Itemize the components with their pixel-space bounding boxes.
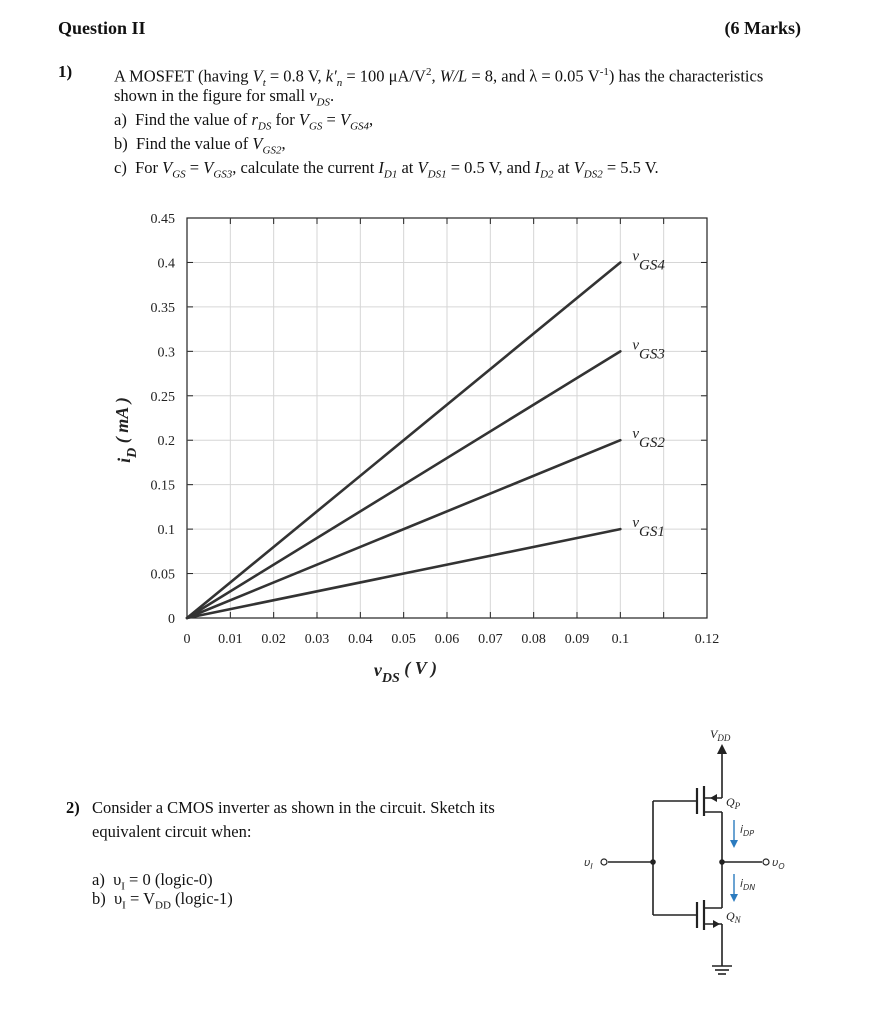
q2-number: 2) — [66, 798, 80, 817]
input-node-dot — [650, 859, 656, 865]
y-tick-label: 0.1 — [157, 523, 175, 539]
cmos-inverter-circuit — [580, 720, 810, 990]
q1-stem-line1: A MOSFET (having $V_t = 0.8$ V, $k'_n = 100$ $\mu A/V^2$, W/L = 8, and λ = 0.05 $V^{-1}$) has the characteristics — [114, 66, 764, 89]
vo-label: $\upsilon_O$ — [772, 856, 785, 871]
idn-arrow-icon — [730, 894, 738, 902]
question-marks: (6 Marks) — [724, 18, 801, 38]
q1-part-c: c) For $V_{GS} = V_{GS3}$, calculate the current $I_{D1}$ at $V_{DS1} = 0.5$ V, and $I_{D2}$ at $V_{DS2} = 5.5$ V. — [114, 158, 659, 181]
question-title: Question II — [58, 18, 146, 38]
series-label-gs1: vGS1 — [632, 515, 665, 541]
x-tick-label: 0.01 — [218, 632, 243, 647]
y-tick-label: 0.05 — [150, 567, 175, 583]
idn-label: $i_{DN}$ — [740, 877, 756, 892]
id-vds-chart — [100, 200, 740, 700]
x-axis-label: $v_{DS}$ ( V ) — [373, 658, 437, 686]
vi-label: $\upsilon_I$ — [584, 856, 593, 871]
output-terminal — [763, 859, 769, 865]
y-tick-label: 0.35 — [150, 300, 175, 316]
x-tick-label: 0.02 — [261, 632, 286, 647]
pmos-arrow-icon — [710, 794, 717, 802]
y-tick-label: 0.15 — [150, 478, 175, 494]
q1-part-b: b) Find the value of $V_{GS2}$, — [114, 134, 286, 157]
x-tick-label: 0.06 — [434, 632, 460, 647]
y-tick-label: 0.25 — [150, 389, 175, 405]
y-tick-label: 0.4 — [157, 256, 175, 272]
series-label-gs2: vGS2 — [632, 426, 665, 452]
idp-label: $i_{DP}$ — [740, 823, 755, 838]
q2-line2: equivalent circuit when: — [92, 822, 252, 841]
q1-part-a: a) Find the value of $r_{DS}$ for $V_{GS} = V_{GS4}$, — [114, 110, 374, 133]
q2-part-a: a) $\upsilon_I = 0$ (logic-0) — [92, 870, 213, 893]
x-tick-label: 0.12 — [694, 632, 720, 647]
y-tick-label: 0.3 — [157, 345, 175, 361]
x-tick-label: 0.08 — [521, 632, 546, 647]
output-node-dot — [719, 859, 725, 865]
qp-label: $Q_P$ — [726, 795, 741, 811]
y-tick-label: 0 — [168, 612, 175, 627]
series-label-gs3: vGS3 — [632, 337, 665, 363]
x-tick-label: 0.07 — [478, 632, 503, 647]
y-tick-label: 0.45 — [150, 212, 175, 227]
y-tick-label: 0.2 — [157, 434, 175, 450]
y-axis-label: $i_D$ ( mA ) — [112, 397, 140, 463]
vdd-label: $V_{DD}$ — [710, 727, 731, 743]
x-tick-label: 0.03 — [304, 632, 330, 647]
q1-stem-line2: shown in the figure for small $v_{DS}$. — [114, 86, 335, 109]
q2-line1: Consider a CMOS inverter as shown in the circuit. Sketch its — [92, 798, 495, 817]
x-tick-label: 0.04 — [348, 632, 373, 647]
q2-part-b: b) $\upsilon_I = V_{DD}$ (logic-1) — [92, 889, 233, 912]
idp-arrow-icon — [730, 840, 738, 848]
nmos-arrow-icon — [713, 920, 720, 928]
q1-number: 1) — [58, 62, 73, 81]
series-label-gs4: vGS4 — [632, 248, 665, 274]
x-tick-label: 0.09 — [564, 632, 590, 647]
x-tick-label: 0 — [183, 632, 191, 647]
x-tick-label: 0.1 — [611, 632, 630, 647]
qn-label: $Q_N$ — [726, 909, 741, 925]
input-terminal — [601, 859, 607, 865]
vdd-arrow-icon — [717, 744, 727, 754]
chart-grid — [187, 218, 707, 618]
x-tick-label: 0.05 — [391, 632, 416, 647]
